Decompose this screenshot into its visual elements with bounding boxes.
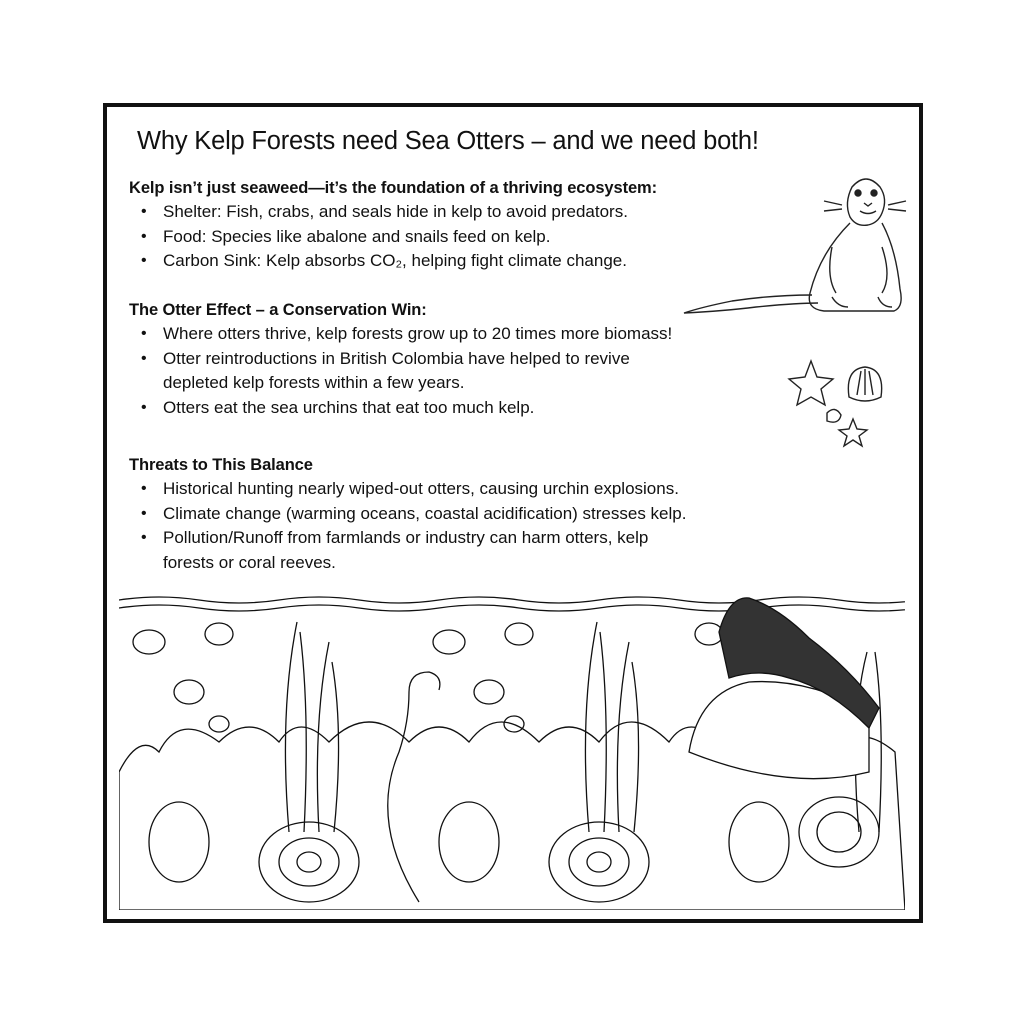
list-item-continuation: forests or coral reeves. xyxy=(163,552,336,572)
poster-title: Why Kelp Forests need Sea Otters – and we need both! xyxy=(137,127,759,155)
list-item: • Where otters thrive, kelp forests grow up to 20 times more biomass! xyxy=(163,322,672,347)
list-item: • Historical hunting nearly wiped-out otters, causing urchin explosions. xyxy=(163,477,686,502)
sitting-otter-icon xyxy=(682,167,912,317)
list-item: • Carbon Sink: Kelp absorbs CO₂, helping fight climate change. xyxy=(163,249,657,274)
list-item: • Shelter: Fish, crabs, and seals hide in kelp to avoid predators. xyxy=(163,200,657,225)
section-otter-effect xyxy=(129,301,672,420)
eel xyxy=(388,672,440,902)
section-kelp-ecosystem xyxy=(129,179,657,274)
list-item: • Food: Species like abalone and snails feed on kelp. xyxy=(163,225,657,250)
starfish-and-shells-icon xyxy=(787,357,887,457)
section-threats xyxy=(129,456,686,575)
section-heading: Kelp isn’t just seaweed—it’s the foundation of a thriving ecosystem: xyxy=(129,179,658,197)
underwater-kelp-reef-scene xyxy=(119,592,905,910)
list-item: • Pollution/Runoff from farmlands or industry can harm otters, kelp xyxy=(163,526,686,551)
list-item-continuation: depleted kelp forests within a few years. xyxy=(163,373,465,392)
list-item: • Climate change (warming oceans, coastal acidification) stresses kelp. xyxy=(163,502,686,527)
section-heading: Threats to This Balance xyxy=(129,456,313,474)
list-item: • Otters eat the sea urchins that eat too much kelp. xyxy=(163,396,672,421)
section-heading: The Otter Effect – a Conservation Win: xyxy=(129,301,427,319)
poster-frame xyxy=(103,103,923,923)
list-item: • Otter reintroductions in British Colombia have helped to revive xyxy=(163,347,672,372)
